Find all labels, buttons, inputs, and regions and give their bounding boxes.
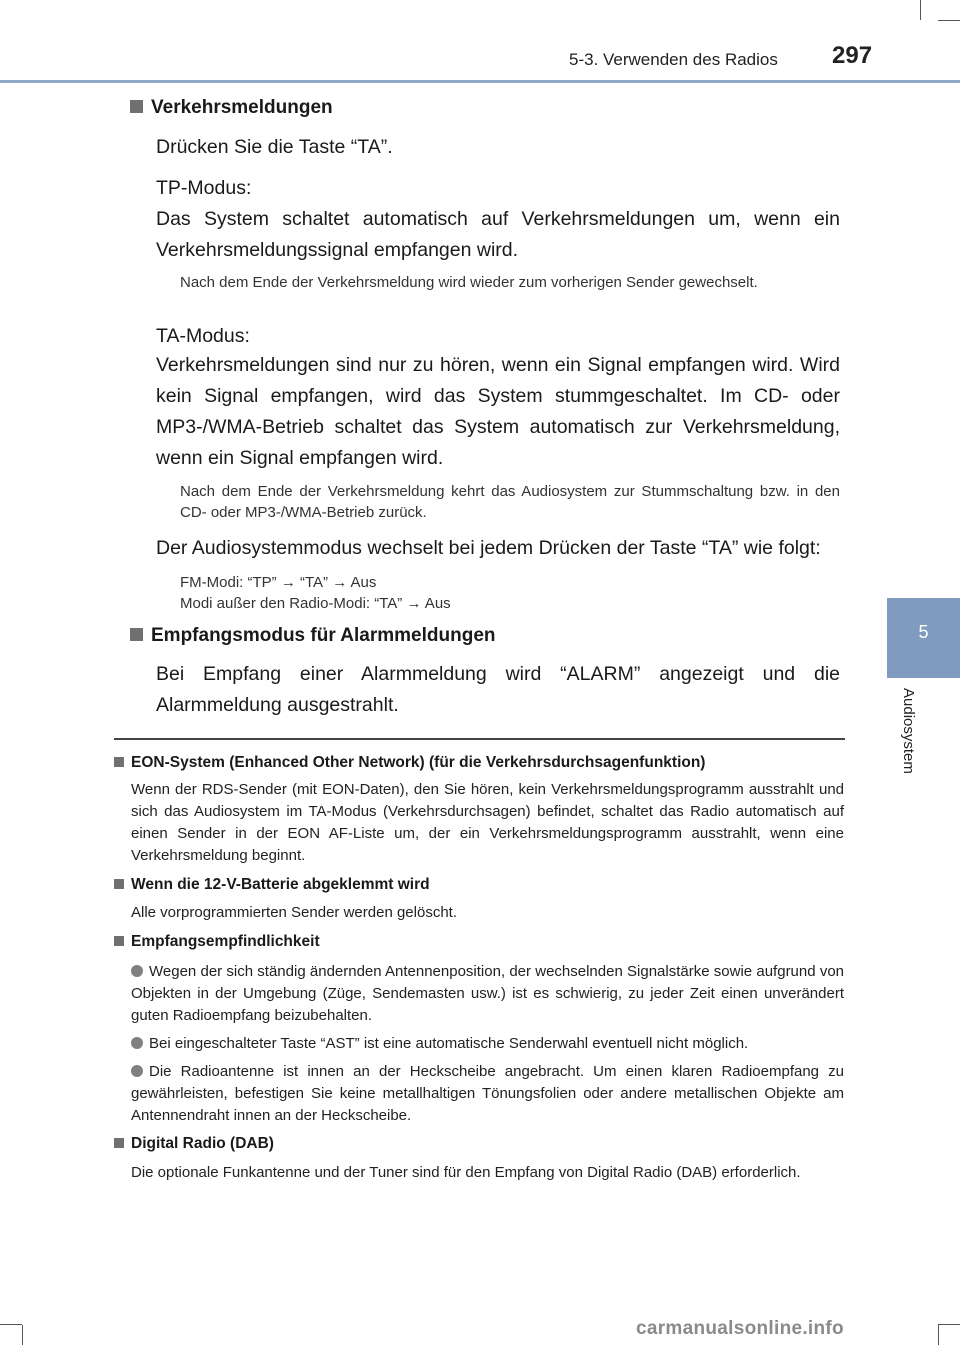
crop-mark <box>938 1324 960 1325</box>
dab-text: Die optionale Funkantenne und der Tuner sind für den Empfang von Digital Radio (DAB) erforderlich. <box>131 1164 801 1181</box>
crop-mark <box>0 1324 22 1325</box>
alarm-heading: Empfangsmodus für Alarmmeldungen <box>130 625 496 647</box>
chapter-number: 5 <box>918 622 929 642</box>
battery-heading: Wenn die 12-V-Batterie abgeklemmt wird <box>114 876 430 894</box>
round-bullet-icon <box>131 965 143 977</box>
tp-label: TP-Modus: <box>156 177 252 199</box>
reception-heading: Empfangsempfindlichkeit <box>114 933 320 951</box>
ta-note: Nach dem Ende der Verkehrsmeldung kehrt das Audiosystem zur Stummschaltung bzw. in den CD- oder MP3-/WMA-Betrieb zurück. <box>180 483 840 521</box>
square-bullet-icon <box>114 757 124 767</box>
header-rule <box>0 80 960 83</box>
watermark: carmanualsonline.info <box>636 1318 844 1339</box>
eon-text: Wenn der RDS-Sender (mit EON-Daten), den Sie hören, kein Verkehrsmeldungsprogramm ausstrahlt und sich das Audiosystem im TA-Modus (Verkehrsdurchsagen) befindet, schaltet das Radio automatisch auf einen Sender in der EON AF-Liste um, der ein Verkehrsmeldungsprogramm ausstrahlt, wenn eine Verkehrsmeldung beginnt. <box>131 781 844 864</box>
list-item: Die Radioantenne ist innen an der Heckscheibe angebracht. Um einen klaren Radioempfang zu gewährleisten, befestigen Sie keine metallhaltigen Tönungsfolien oder andere metallischen Objekte am Antennendraht innen an der Heckscheibe. <box>131 1063 844 1124</box>
crop-mark <box>938 1325 939 1345</box>
round-bullet-icon <box>131 1037 143 1049</box>
dab-heading: Digital Radio (DAB) <box>114 1135 274 1153</box>
list-item: Bei eingeschalteter Taste “AST” ist eine automatische Senderwahl eventuell nicht möglich. <box>131 1033 844 1055</box>
traffic-press: Drücken Sie die Taste “TA”. <box>156 136 393 158</box>
mode-change-text: Der Audiosystemmodus wechselt bei jedem Drücken der Taste “TA” wie folgt: <box>156 537 821 559</box>
square-bullet-icon <box>130 100 143 113</box>
section-divider <box>114 738 845 740</box>
chapter-label: Audiosystem <box>900 688 917 774</box>
crop-mark <box>938 20 960 21</box>
ta-label: TA-Modus: <box>156 325 250 347</box>
page-number: 297 <box>832 42 873 69</box>
other-modes: Modi außer den Radio-Modi: “TA” → Aus <box>180 595 451 612</box>
eon-heading: EON-System (Enhanced Other Network) (für die Verkehrsdurchsagenfunktion) <box>114 754 705 772</box>
battery-text: Alle vorprogrammierten Sender werden gelöscht. <box>131 904 457 921</box>
square-bullet-icon <box>114 1138 124 1148</box>
header-section-title: 5-3. Verwenden des Radios <box>569 50 778 69</box>
square-bullet-icon <box>114 936 124 946</box>
square-bullet-icon <box>114 879 124 889</box>
ta-text: Verkehrsmeldungen sind nur zu hören, wenn ein Signal empfangen wird. Wird kein Signal empfangen, wird das System stummgeschaltet. Im CD- oder MP3-/WMA-Betrieb schaltet das System automatisch zur Verkehrsmeldung, wenn ein Signal empfangen wird. <box>156 354 840 469</box>
tp-text: Das System schaltet automatisch auf Verkehrsmeldungen um, wenn ein Verkehrsmeldungssignal empfangen wird. <box>156 208 840 261</box>
fm-modes: FM-Modi: “TP” → “TA” → Aus <box>180 574 377 591</box>
crop-mark <box>920 0 921 20</box>
crop-mark <box>22 1325 23 1345</box>
alarm-text: Bei Empfang einer Alarmmeldung wird “ALARM” angezeigt und die Alarmmeldung ausgestrahlt. <box>156 663 840 716</box>
round-bullet-icon <box>131 1065 143 1077</box>
tp-note: Nach dem Ende der Verkehrsmeldung wird wieder zum vorherigen Sender gewechselt. <box>180 274 758 291</box>
list-item: Wegen der sich ständig ändernden Antennenposition, der wechselnden Signalstärke sowie aufgrund von Objekten in der Umgebung (Züge, Sendemasten usw.) ist es schwierig, zu jeder Zeit einen unverändert guten Radioempfang beizubehalten. <box>131 963 844 1024</box>
square-bullet-icon <box>130 628 143 641</box>
traffic-heading: Verkehrsmeldungen <box>130 97 333 119</box>
